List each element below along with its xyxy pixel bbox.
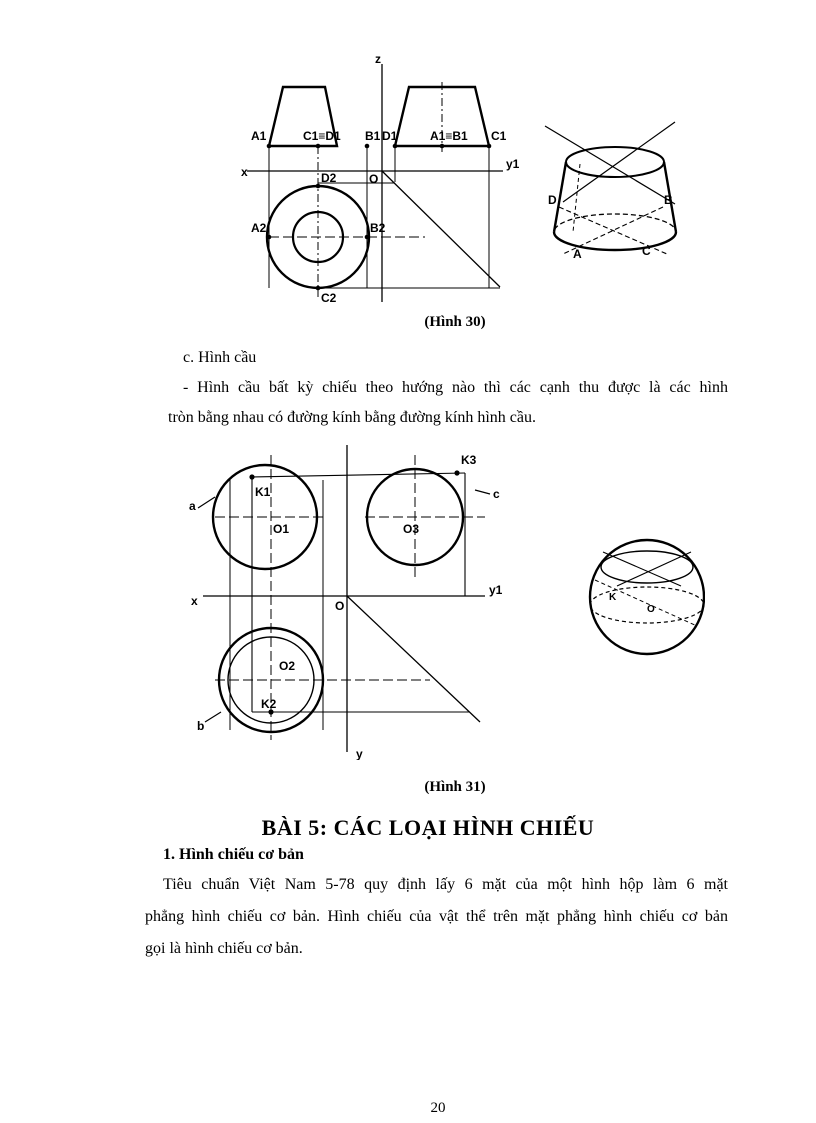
label-C2: C2: [321, 291, 337, 304]
lesson-heading: BÀI 5: CÁC LOẠI HÌNH CHIẾU: [261, 815, 595, 840]
label-B2: B2: [370, 221, 386, 235]
label-O-iso: O: [647, 604, 655, 615]
section-c-text-line1: - Hình cầu bất kỳ chiếu theo hướng nào thì các cạnh thu được là các hình: [183, 379, 728, 396]
label-D1: D1: [382, 129, 398, 143]
label-O1: O1: [273, 522, 290, 536]
label-x: x: [191, 594, 198, 608]
label-b: b: [197, 719, 205, 733]
label-a: a: [189, 499, 196, 513]
label-A1B1: A1≡B1: [430, 129, 468, 143]
label-O: O: [335, 599, 345, 613]
label-O3: O3: [403, 522, 420, 536]
label-O: O: [369, 172, 379, 186]
lesson-para-line1: Tiêu chuẩn Việt Nam 5-78 quy định lấy 6 mặt của một hình hộp làm 6 mặt: [163, 876, 728, 893]
label-K1: K1: [255, 485, 271, 499]
section-c-title: c. Hình cầu: [183, 349, 257, 366]
label-K-iso: K: [609, 592, 617, 603]
page-number: 20: [430, 1100, 446, 1116]
figure-30: [235, 52, 685, 304]
label-C-iso: C: [642, 244, 651, 258]
label-K3: K3: [461, 453, 477, 467]
lesson-para-line2: phẳng hình chiếu cơ bản. Hình chiếu của vật thể trên mặt phẳng hình chiếu cơ bản: [145, 908, 728, 925]
figure-30-caption: (Hình 30): [424, 314, 486, 330]
label-D2: D2: [321, 171, 337, 185]
label-y1: y1: [489, 583, 503, 597]
label-x: x: [241, 165, 248, 179]
label-A1: A1: [251, 129, 267, 143]
label-z: z: [375, 52, 381, 66]
label-A2: A2: [251, 221, 267, 235]
label-O2: O2: [279, 659, 296, 673]
lesson-para-line3: gọi là hình chiếu cơ bản.: [145, 940, 303, 957]
label-B1: B1: [365, 129, 381, 143]
figure-31: [185, 440, 705, 760]
label-K2: K2: [261, 697, 277, 711]
label-A-iso: A: [573, 247, 582, 261]
label-D-iso: D: [548, 193, 557, 207]
lesson-subheading: 1. Hình chiếu cơ bản: [163, 846, 304, 863]
figure-31-caption: (Hình 31): [424, 779, 486, 795]
label-B-iso: B: [664, 193, 673, 207]
section-c-text-line2: tròn bằng nhau có đường kính bằng đường kính hình cầu.: [168, 409, 536, 426]
label-C1: C1: [491, 129, 507, 143]
label-y: y: [356, 747, 363, 760]
label-C1D1: C1≡D1: [303, 129, 341, 143]
label-c: c: [493, 487, 500, 501]
label-y1: y1: [506, 157, 520, 171]
